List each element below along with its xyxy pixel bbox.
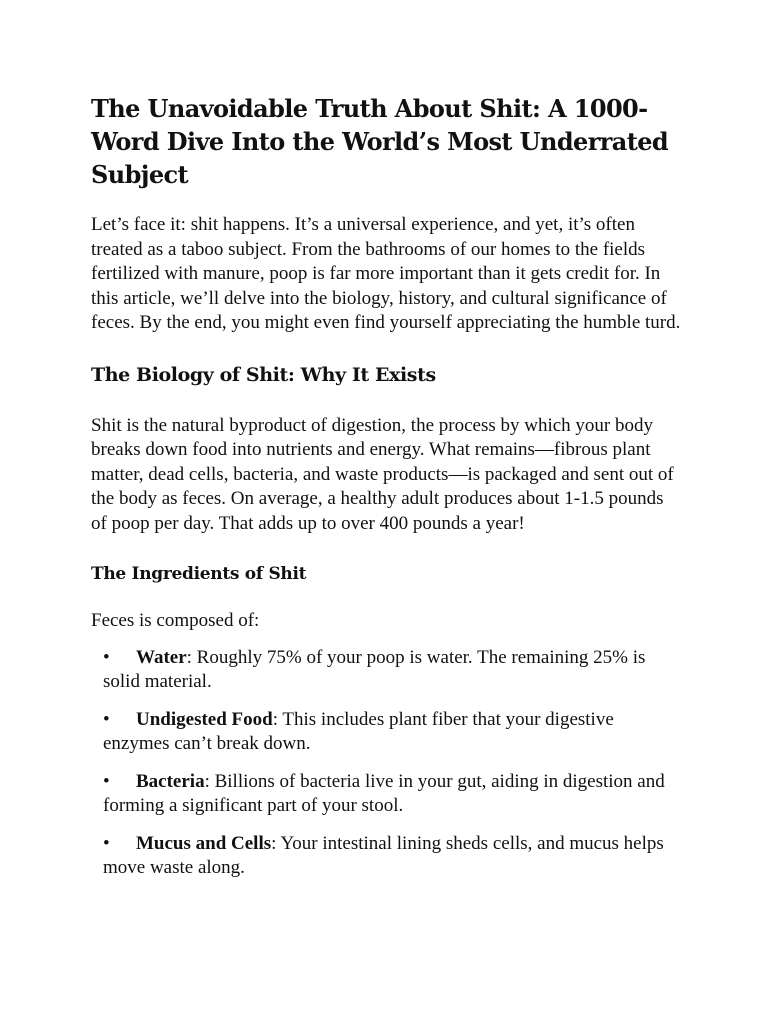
list-item xyxy=(103,646,681,695)
list-item-description: : Billions of bacteria live in your gut, aiding in digestion and forming a significant part of your stool. xyxy=(103,770,665,816)
list-item-description: : Roughly 75% of your poop is water. The remaining 25% is solid material. xyxy=(103,646,646,692)
list-item-term: Mucus and Cells xyxy=(136,832,272,854)
list-item xyxy=(103,770,681,819)
document-page xyxy=(91,92,681,894)
biology-paragraph: Shit is the natural byproduct of digestion, the process by which your body breaks down food into nutrients and energy. What remains—fibrous plant matter, dead cells, bacteria, and waste products—is packaged and sent out of the body as feces. On average, a healthy adult produces about 1-1.5 pounds of poop per day. That adds up to over 400 pounds a year! xyxy=(91,414,674,534)
list-item-term: Water xyxy=(136,646,187,668)
list-item xyxy=(103,708,681,757)
section-heading-biology: The Biology of Shit: Why It Exists xyxy=(91,363,436,386)
list-item-description: : Your intestinal lining sheds cells, and mucus helps move waste along. xyxy=(103,832,664,878)
intro-paragraph: Let’s face it: shit happens. It’s a universal experience, and yet, it’s often treated as a taboo subject. From the bathrooms of our homes to the fields fertilized with manure, poop is far more important than it gets credit for. In this article, we’ll delve into the biology, history, and cultural significance of feces. By the end, you might even find yourself appreciating the humble turd. xyxy=(91,214,681,333)
list-item-description: : This includes plant fiber that your digestive enzymes can’t break down. xyxy=(103,708,614,754)
list-item xyxy=(103,832,681,881)
bullet-icon: • xyxy=(103,832,110,854)
ingredients-list xyxy=(91,646,681,881)
list-item-term: Undigested Food xyxy=(136,708,273,730)
document-title: The Unavoidable Truth About Shit: A 1000-Word Dive Into the World’s Most Underrated Subject xyxy=(91,94,669,189)
bullet-icon: • xyxy=(103,646,110,668)
bullet-icon: • xyxy=(103,708,110,730)
bullet-icon: • xyxy=(103,770,110,792)
section-heading-ingredients: The Ingredients of Shit xyxy=(91,564,307,584)
list-item-term: Bacteria xyxy=(136,770,205,792)
ingredients-lead: Feces is composed of: xyxy=(91,610,260,631)
